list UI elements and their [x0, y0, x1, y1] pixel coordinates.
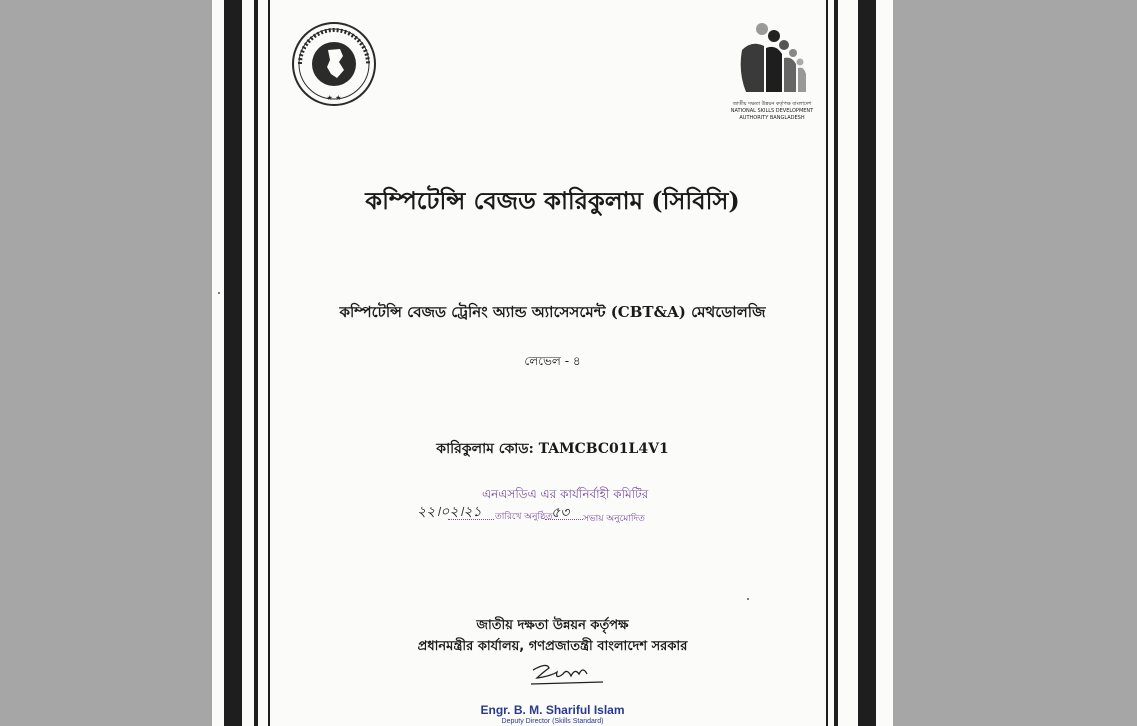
approval-stamp-text-1: তারিখে অনুষ্ঠিত	[495, 512, 553, 522]
svg-text:★ ★: ★ ★	[326, 94, 342, 102]
government-seal-icon	[290, 20, 378, 108]
authority-name: জাতীয় দক্ষতা উন্নয়ন কর্তৃপক্ষ	[476, 618, 629, 633]
signatory-name: Engr. B. M. Shariful Islam	[480, 703, 625, 717]
document-title: কম্পিটেন্সি বেজড কারিকুলাম (সিবিসি)	[365, 186, 740, 215]
signatory-designation: Deputy Director (Skills Standard)	[501, 718, 604, 725]
nsda-logo-caption: জাতীয় দক্ষতা উন্নয়ন কর্তৃপক্ষ বাংলাদেশ NATIONAL SKILLS DEVELOPMENT AUTHORITY BANGLADESH	[730, 101, 814, 121]
curriculum-code: কারিকুলাম কোড: TAMCBC01L4V1	[436, 441, 669, 457]
scan-speck	[218, 292, 220, 294]
scan-speck	[747, 598, 749, 600]
nsda-logo-icon	[724, 20, 819, 98]
signature-icon	[527, 660, 607, 690]
document-subtitle: কম্পিটেন্সি বেজড ট্রেনিং অ্যান্ড অ্যাসেসমেন্ট (CBT&A) মেথডোলজি	[339, 303, 766, 321]
meeting-underline	[545, 519, 583, 520]
office-name: প্রধানমন্ত্রীর কার্যালয়, গণপ্রজাতন্ত্রী বাংলাদেশ সরকার	[417, 639, 688, 654]
approval-stamp-text-2: সভায় অনুমোদিত	[583, 514, 645, 524]
level-label: লেভেল - ৪	[524, 354, 581, 368]
approval-date: ২২।০২।২১	[417, 504, 482, 520]
date-underline	[448, 519, 494, 520]
meeting-number: ৫৩	[551, 505, 570, 521]
approval-stamp-line1: এনএসডিএ এর কার্যনির্বাহী কমিটির	[482, 487, 649, 501]
document-page	[212, 0, 893, 726]
